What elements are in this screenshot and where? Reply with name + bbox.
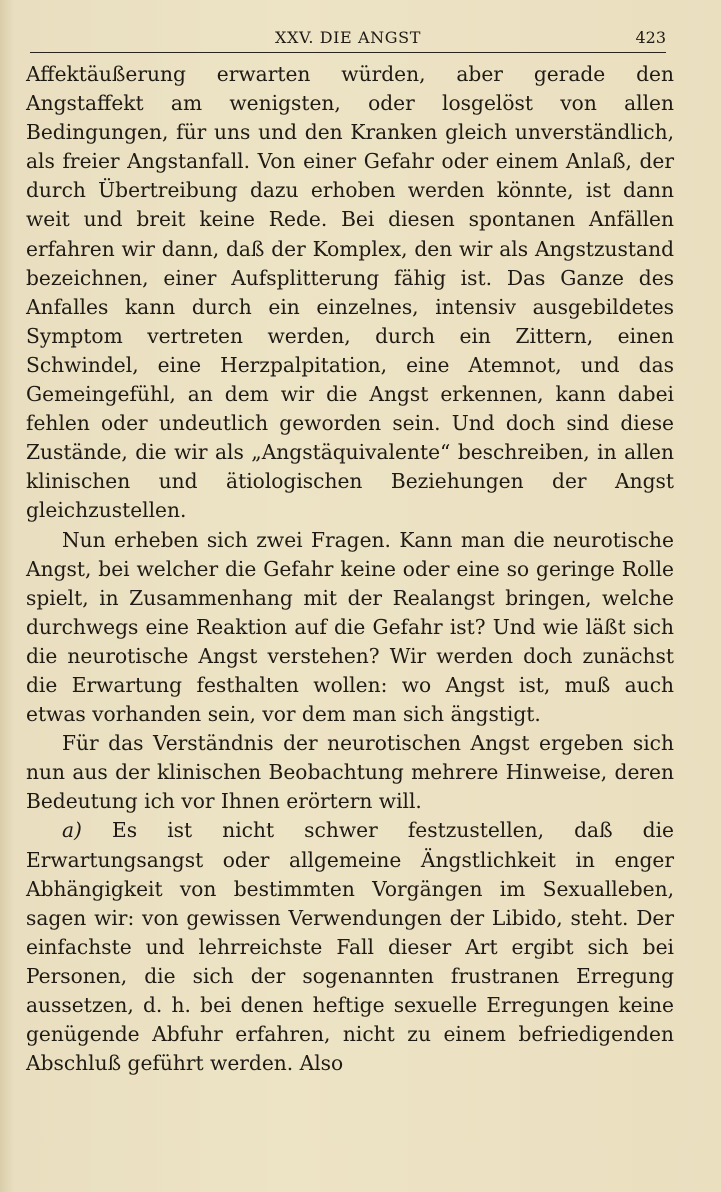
paragraph [26, 816, 674, 1078]
body-text [26, 60, 674, 1078]
running-title: XXV. DIE ANGST [275, 28, 421, 47]
paragraph-text: Für das Verständnis der neurotischen Angst ergeben sich nun aus der klinischen Beobachtung mehrere Hinweise, deren Bedeutung ich vor Ihnen erörtern will. [26, 731, 674, 814]
paragraph-text: Nun erheben sich zwei Fragen. Kann man die neurotische Angst, bei welcher die Gefahr keine oder eine so geringe Rolle spielt, in Zusammenhang mit der Realangst bringen, welche durchwegs eine Reaktion auf die Gefahr ist? Und wie läßt sich die neurotische Angst verstehen? Wir werden doch zunächst die Erwartung festhalten wollen: wo Angst ist, muß auch etwas vorhanden sein, vor dem man sich ängstigt. [26, 527, 674, 727]
paragraph [26, 60, 674, 526]
paragraph [26, 729, 674, 816]
page-header [30, 26, 666, 53]
paragraph-text: Es ist nicht schwer festzustellen, daß die Erwartungsangst oder allgemeine Ängstlichkeit in enger Abhängigkeit von bestimmten Vorgängen im Sexualleben, sagen wir: von gewissen Verwendungen der Libido, steht. Der einfachste und lehrreichste Fall dieser Art ergibt sich bei Personen, die sich der sogenannten frustranen Erregung aussetzen, d. h. bei denen heftige sexuelle Erregungen keine genügende Abfuhr erfahren, nicht zu einem befriedigenden Abschluß geführt werden. Also [26, 818, 674, 1076]
list-marker: a) [62, 818, 82, 843]
page-number: 423 [635, 28, 666, 47]
paragraph [26, 526, 674, 730]
paragraph-text: Affektäußerung erwarten würden, aber gerade den Angstaffekt am wenigsten, oder losgelöst von allen Bedingungen, für uns und den Kranken gleich unverständlich, als freier Angstanfall. Von einer Gefahr oder einem Anlaß, der durch Übertreibung dazu erhoben werden könnte, ist dann weit und breit keine Rede. Bei diesen spontanen Anfällen erfahren wir dann, daß der Komplex, den wir als Angstzustand bezeichnen, einer Aufsplitterung fähig ist. Das Ganze des Anfalles kann durch ein einzelnes, intensiv ausgebildetes Symptom vertreten werden, durch ein Zittern, einen Schwindel, eine Herzpalpitation, eine Atemnot, und das Gemeingefühl, an dem wir die Angst erkennen, kann dabei fehlen oder undeutlich geworden sein. Und doch sind diese Zustände, die wir als „Angstäquivalente“ beschreiben, in allen klinischen und ätiologischen Beziehungen der Angst gleichzustellen. [26, 62, 674, 523]
